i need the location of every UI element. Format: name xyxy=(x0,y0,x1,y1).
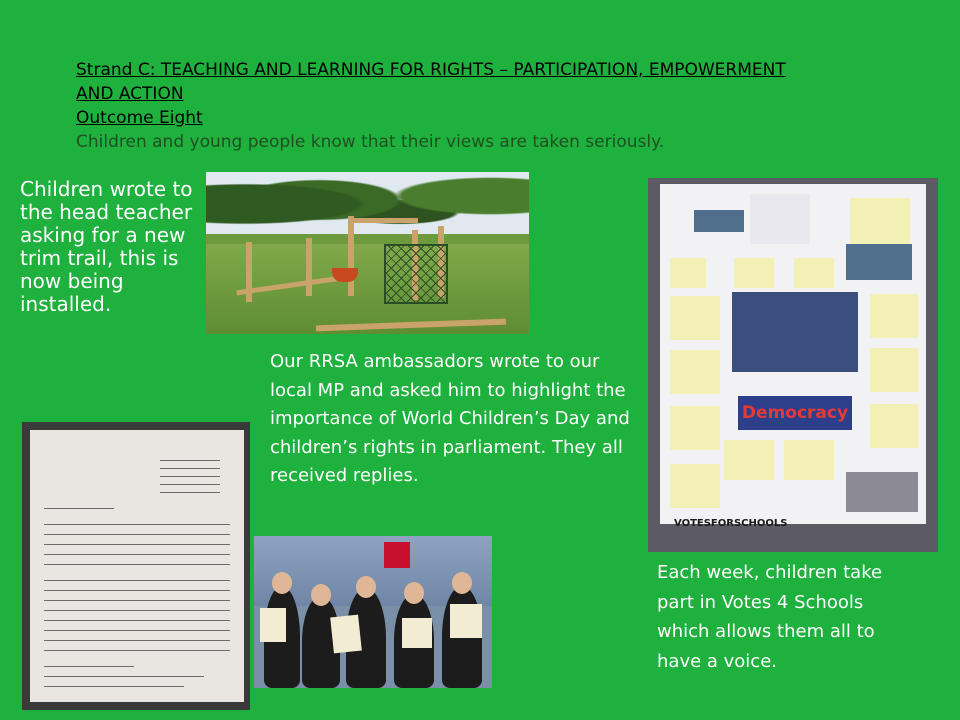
strand-title xyxy=(76,58,896,106)
ambassadors-photo xyxy=(254,536,492,688)
votes-display-board-photo xyxy=(648,178,938,552)
trim-trail-photo xyxy=(206,172,529,334)
slide-header xyxy=(76,58,896,154)
letter-photo xyxy=(22,422,250,710)
democracy-banner: Democracy xyxy=(738,396,852,430)
trim-trail-text: Children wrote to the head teacher asking for a new trim trail, this is now being installed. xyxy=(20,177,193,316)
votes-text: Each week, children take part in Votes 4 Schools which allows them all to have a voice. xyxy=(657,562,883,672)
strand-title-line2: AND ACTION xyxy=(76,84,184,104)
mp-letter-text: Our RRSA ambassadors wrote to our local MP and asked him to highlight the importance of World Children’s Day and children’s rights in parliament. They all received replies. xyxy=(270,351,630,486)
outcome-title: Outcome Eight xyxy=(76,108,203,128)
strand-title-line1: Strand C: TEACHING AND LEARNING FOR RIGHTS – PARTICIPATION, EMPOWERMENT xyxy=(76,60,786,80)
outcome-description: Children and young people know that their views are taken seriously. xyxy=(76,132,665,152)
votes-for-schools-logo: VOTESFORSCHOOLS xyxy=(674,518,788,529)
